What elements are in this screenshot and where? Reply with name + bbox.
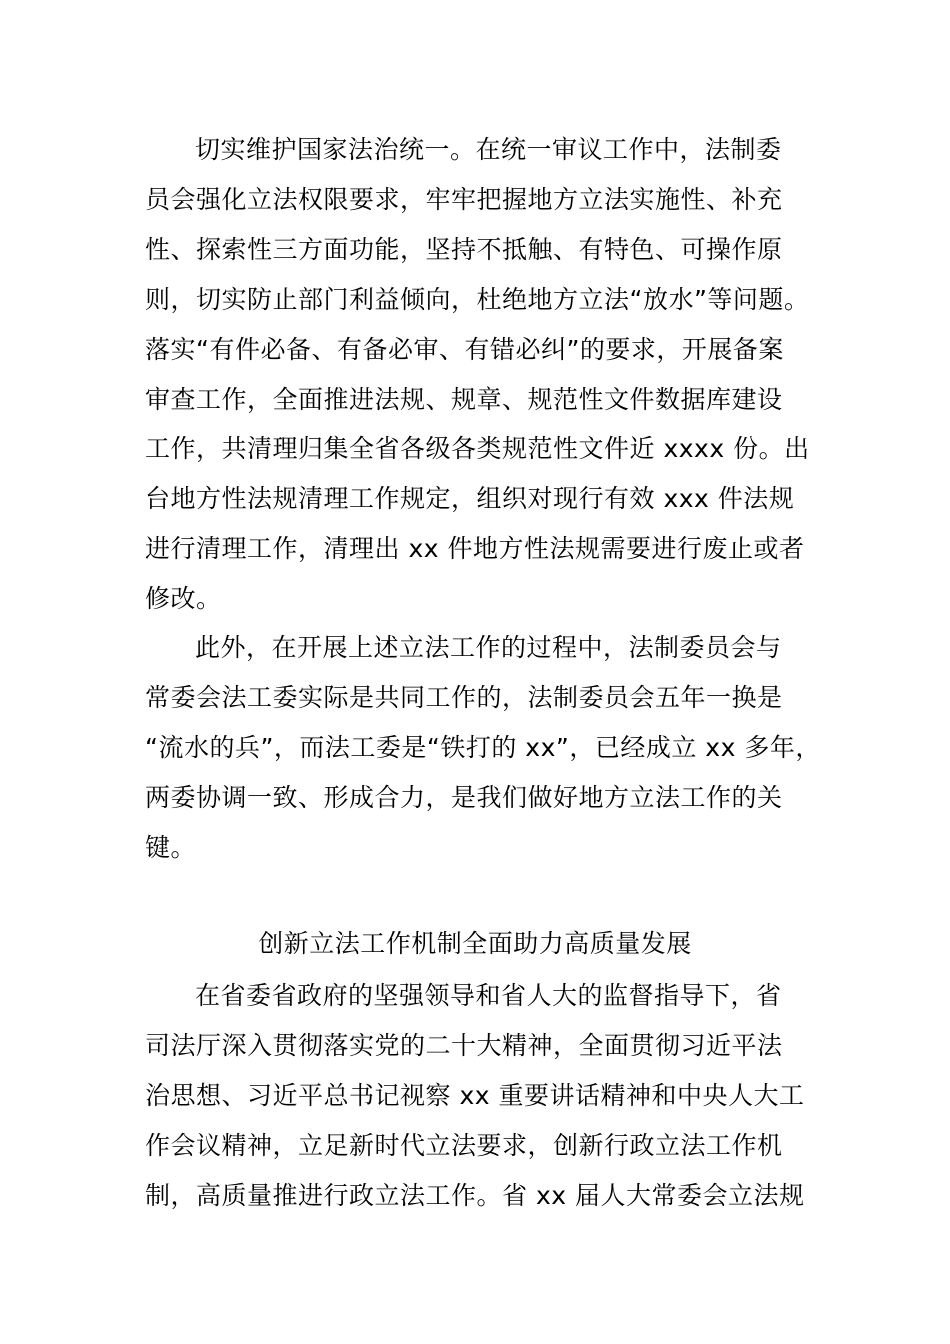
text-line: 工作，共清理归集全省各级各类规范性文件近 xxxx 份。出 xyxy=(145,434,810,463)
text-line: 修改。 xyxy=(145,584,222,613)
text-line: 员会强化立法权限要求，牢牢把握地方立法实施性、补充 xyxy=(145,185,783,214)
text-line: 则，切实防止部门利益倾向，杜绝地方立法“放水”等问题。 xyxy=(145,285,810,314)
text-line: 进行清理工作，清理出 xx 件地方性法规需要进行废止或者 xyxy=(145,534,805,563)
text-line: 常委会法工委实际是共同工作的，法制委员会五年一换是 xyxy=(145,683,783,712)
text-line: 键。 xyxy=(145,833,197,862)
text-line: 台地方性法规清理工作规定，组织对现行有效 xxx 件法规 xyxy=(145,484,795,513)
text-line: 在省委省政府的坚强领导和省人大的监督指导下，省 xyxy=(195,981,782,1010)
text-line: 制，高质量推进行政立法工作。省 xx 届人大常委会立法规 xyxy=(145,1181,805,1210)
text-line: 审查工作，全面推进法规、规章、规范性文件数据库建设 xyxy=(145,385,783,414)
text-line: 性、探索性三方面功能，坚持不抵触、有特色、可操作原 xyxy=(145,235,783,264)
text-line: 落实“有件必备、有备必审、有错必纠”的要求，开展备案 xyxy=(145,335,784,364)
text-line: 切实维护国家法治统一。在统一审议工作中，法制委 xyxy=(195,135,782,164)
text-line: 两委协调一致、形成合力，是我们做好地方立法工作的关 xyxy=(145,783,783,812)
text-line: “流水的兵”，而法工委是“铁打的 xx”，已经成立 xx 多年， xyxy=(145,733,821,762)
section-title: 创新立法工作机制全面助力高质量发展 xyxy=(258,929,692,958)
text-line: 治思想、习近平总书记视察 xx 重要讲话精神和中央人大工 xyxy=(145,1081,805,1110)
text-line: 此外，在开展上述立法工作的过程中，法制委员会与 xyxy=(195,633,782,662)
text-line: 作会议精神，立足新时代立法要求，创新行政立法工作机 xyxy=(145,1131,783,1160)
text-line: 司法厅深入贯彻落实党的二十大精神，全面贯彻习近平法 xyxy=(145,1031,783,1060)
